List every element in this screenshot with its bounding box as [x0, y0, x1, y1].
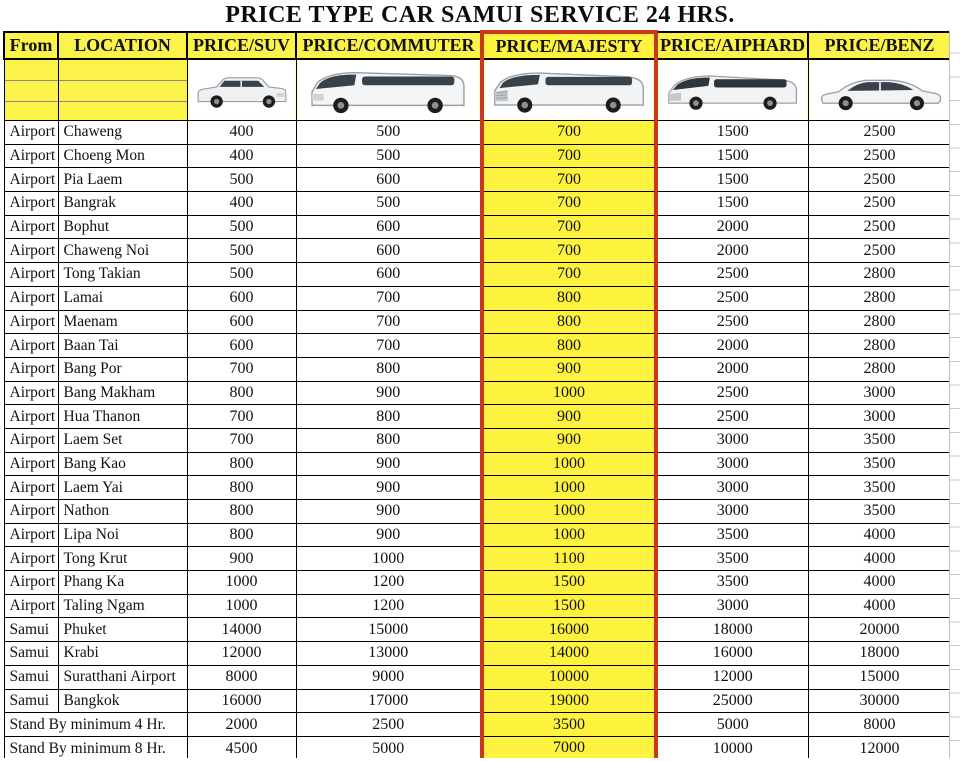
price-cell: 3500 — [656, 547, 808, 571]
price-cell: 2800 — [808, 357, 951, 381]
price-cell: 1000 — [482, 500, 656, 524]
standby-label-cell: Stand By minimum 4 Hr. — [4, 713, 187, 737]
price-cell: 2500 — [808, 144, 951, 168]
price-cell: 800 — [187, 476, 296, 500]
table-row — [4, 239, 951, 263]
price-cell: 800 — [482, 286, 656, 310]
table-row — [4, 665, 951, 689]
price-cell: 19000 — [482, 689, 656, 713]
price-cell: 700 — [482, 144, 656, 168]
price-cell: 800 — [482, 310, 656, 334]
location-cell: Tong Takian — [58, 263, 187, 287]
majesty-van-icon — [486, 61, 652, 119]
price-cell: 1000 — [482, 381, 656, 405]
location-cell: Bangkok — [58, 689, 187, 713]
table-row — [4, 428, 951, 452]
location-cell: Chaweng Noi — [58, 239, 187, 263]
price-cell: 4000 — [808, 594, 951, 618]
price-cell: 16000 — [187, 689, 296, 713]
price-cell: 2500 — [808, 168, 951, 192]
price-cell: 1500 — [656, 121, 808, 145]
price-cell: 13000 — [296, 642, 482, 666]
price-cell: 5000 — [656, 713, 808, 737]
price-cell: 900 — [296, 476, 482, 500]
price-cell: 2500 — [656, 263, 808, 287]
price-cell: 9000 — [296, 665, 482, 689]
header-price-benz: PRICE/BENZ — [808, 32, 951, 59]
price-cell: 900 — [296, 523, 482, 547]
price-cell: 2500 — [808, 239, 951, 263]
location-cell: Hua Thanon — [58, 405, 187, 429]
header-row — [4, 32, 951, 59]
table-row — [4, 263, 951, 287]
header-price-aiphard: PRICE/AIPHARD — [656, 32, 808, 59]
location-cell: Bang Makham — [58, 381, 187, 405]
price-cell: 700 — [296, 286, 482, 310]
location-cell: Bangrak — [58, 192, 187, 216]
car-image-row — [4, 59, 951, 121]
location-cell: Tong Krut — [58, 547, 187, 571]
price-cell: 2500 — [808, 121, 951, 145]
price-cell: 700 — [482, 192, 656, 216]
location-cell: Chaweng — [58, 121, 187, 145]
price-cell: 3000 — [656, 500, 808, 524]
location-cell: Krabi — [58, 642, 187, 666]
price-cell: 1000 — [187, 571, 296, 595]
price-cell: 18000 — [656, 618, 808, 642]
price-cell: 400 — [187, 144, 296, 168]
from-cell: Samui — [4, 689, 58, 713]
table-row — [4, 452, 951, 476]
price-cell: 2500 — [656, 310, 808, 334]
from-cell: Airport — [4, 263, 58, 287]
majesty-image-cell — [482, 59, 656, 121]
price-cell: 2000 — [656, 357, 808, 381]
price-cell: 500 — [296, 144, 482, 168]
price-cell: 1000 — [482, 476, 656, 500]
price-cell: 700 — [187, 357, 296, 381]
location-cell: Bang Kao — [58, 452, 187, 476]
price-cell: 16000 — [656, 642, 808, 666]
price-cell: 1500 — [656, 192, 808, 216]
price-cell: 2500 — [296, 713, 482, 737]
price-cell: 3500 — [808, 476, 951, 500]
location-cell: Lipa Noi — [58, 523, 187, 547]
from-subrows-cell — [4, 59, 58, 121]
table-row — [4, 523, 951, 547]
table-row — [4, 381, 951, 405]
price-cell: 10000 — [482, 665, 656, 689]
price-cell: 3000 — [656, 428, 808, 452]
price-cell: 600 — [187, 286, 296, 310]
price-cell: 1500 — [482, 594, 656, 618]
location-cell: Baan Tai — [58, 334, 187, 358]
price-cell: 700 — [482, 263, 656, 287]
price-cell: 30000 — [808, 689, 951, 713]
price-cell: 2800 — [808, 310, 951, 334]
table-row — [4, 144, 951, 168]
price-cell: 800 — [187, 452, 296, 476]
table-row — [4, 121, 951, 145]
price-cell: 900 — [482, 428, 656, 452]
from-cell: Airport — [4, 523, 58, 547]
from-cell: Airport — [4, 121, 58, 145]
location-cell: Choeng Mon — [58, 144, 187, 168]
price-cell: 900 — [296, 500, 482, 524]
price-cell: 800 — [482, 334, 656, 358]
price-cell: 3500 — [808, 452, 951, 476]
location-cell: Laem Set — [58, 428, 187, 452]
price-cell: 800 — [296, 357, 482, 381]
price-cell: 900 — [296, 452, 482, 476]
price-cell: 1100 — [482, 547, 656, 571]
location-cell: Bang Por — [58, 357, 187, 381]
price-cell: 700 — [296, 310, 482, 334]
price-cell: 12000 — [187, 642, 296, 666]
price-cell: 17000 — [296, 689, 482, 713]
location-cell: Taling Ngam — [58, 594, 187, 618]
table-row — [4, 168, 951, 192]
price-cell: 5000 — [296, 736, 482, 761]
benz-sedan-icon — [811, 61, 949, 119]
from-cell: Airport — [4, 428, 58, 452]
from-cell: Airport — [4, 357, 58, 381]
benz-image-cell — [808, 59, 951, 121]
header-price-commuter: PRICE/COMMUTER — [296, 32, 482, 59]
price-cell: 3500 — [482, 713, 656, 737]
table-row — [4, 334, 951, 358]
price-cell: 900 — [296, 381, 482, 405]
price-cell: 1000 — [187, 594, 296, 618]
table-row — [4, 500, 951, 524]
from-cell: Airport — [4, 452, 58, 476]
price-cell: 8000 — [187, 665, 296, 689]
price-cell: 800 — [296, 405, 482, 429]
table-row — [4, 405, 951, 429]
alphard-van-icon — [660, 61, 806, 119]
from-cell: Airport — [4, 286, 58, 310]
from-cell: Airport — [4, 192, 58, 216]
price-cell: 600 — [296, 239, 482, 263]
price-cell: 2800 — [808, 334, 951, 358]
price-cell: 14000 — [187, 618, 296, 642]
price-cell: 700 — [482, 121, 656, 145]
price-cell: 800 — [187, 500, 296, 524]
price-cell: 2000 — [656, 334, 808, 358]
from-cell: Airport — [4, 476, 58, 500]
from-cell: Samui — [4, 642, 58, 666]
location-cell: Pia Laem — [58, 168, 187, 192]
price-cell: 8000 — [808, 713, 951, 737]
price-cell: 10000 — [656, 736, 808, 761]
from-cell: Airport — [4, 594, 58, 618]
price-cell: 600 — [296, 168, 482, 192]
price-cell: 4500 — [187, 736, 296, 761]
price-cell: 25000 — [656, 689, 808, 713]
price-cell: 800 — [187, 381, 296, 405]
price-table-body — [4, 121, 951, 761]
price-cell: 1500 — [656, 168, 808, 192]
price-cell: 600 — [296, 215, 482, 239]
price-cell: 3000 — [808, 405, 951, 429]
aiphard-image-cell — [656, 59, 808, 121]
from-cell: Airport — [4, 334, 58, 358]
table-row — [4, 571, 951, 595]
price-cell: 3500 — [656, 571, 808, 595]
price-cell: 3000 — [656, 476, 808, 500]
price-cell: 1000 — [482, 523, 656, 547]
price-cell: 18000 — [808, 642, 951, 666]
commuter-image-cell — [296, 59, 482, 121]
price-cell: 800 — [187, 523, 296, 547]
commuter-van-icon — [299, 61, 479, 119]
price-cell: 14000 — [482, 642, 656, 666]
table-row — [4, 310, 951, 334]
table-row — [4, 215, 951, 239]
price-table — [3, 30, 952, 761]
header-from: From — [4, 32, 58, 59]
price-cell: 900 — [482, 405, 656, 429]
price-cell: 2000 — [656, 239, 808, 263]
price-cell: 2800 — [808, 286, 951, 310]
price-cell: 4000 — [808, 571, 951, 595]
price-cell: 12000 — [808, 736, 951, 761]
price-cell: 600 — [187, 334, 296, 358]
price-cell: 700 — [187, 428, 296, 452]
price-cell: 7000 — [482, 736, 656, 761]
header-price-suv: PRICE/SUV — [187, 32, 296, 59]
from-cell: Airport — [4, 547, 58, 571]
table-row — [4, 642, 951, 666]
price-cell: 3500 — [808, 428, 951, 452]
standby-row — [4, 713, 951, 737]
from-cell: Airport — [4, 500, 58, 524]
table-row — [4, 689, 951, 713]
price-cell: 500 — [187, 168, 296, 192]
price-cell: 3000 — [808, 381, 951, 405]
price-cell: 1500 — [482, 571, 656, 595]
table-row — [4, 594, 951, 618]
price-cell: 500 — [296, 192, 482, 216]
price-cell: 400 — [187, 192, 296, 216]
from-cell: Airport — [4, 239, 58, 263]
header-location: LOCATION — [58, 32, 187, 59]
price-cell: 1000 — [482, 452, 656, 476]
suv-car-icon — [190, 61, 294, 119]
location-cell: Bophut — [58, 215, 187, 239]
price-cell: 16000 — [482, 618, 656, 642]
table-row — [4, 618, 951, 642]
price-cell: 2500 — [656, 381, 808, 405]
price-cell: 1200 — [296, 594, 482, 618]
price-cell: 700 — [482, 215, 656, 239]
from-cell: Airport — [4, 144, 58, 168]
location-cell: Nathon — [58, 500, 187, 524]
price-cell: 900 — [187, 547, 296, 571]
price-cell: 20000 — [808, 618, 951, 642]
price-cell: 2500 — [808, 192, 951, 216]
page-title: PRICE TYPE CAR SAMUI SERVICE 24 HRS. — [225, 2, 735, 28]
standby-label-cell: Stand By minimum 8 Hr. — [4, 736, 187, 761]
location-cell: Lamai — [58, 286, 187, 310]
from-cell: Airport — [4, 215, 58, 239]
table-row — [4, 192, 951, 216]
price-cell: 2500 — [656, 286, 808, 310]
suv-image-cell — [187, 59, 296, 121]
table-row — [4, 357, 951, 381]
from-cell: Airport — [4, 405, 58, 429]
price-cell: 1500 — [656, 144, 808, 168]
price-cell: 500 — [187, 215, 296, 239]
from-cell: Airport — [4, 310, 58, 334]
price-cell: 700 — [482, 239, 656, 263]
from-cell: Airport — [4, 168, 58, 192]
from-cell: Samui — [4, 665, 58, 689]
location-cell: Suratthani Airport — [58, 665, 187, 689]
price-cell: 500 — [187, 263, 296, 287]
price-cell: 1200 — [296, 571, 482, 595]
price-cell: 2000 — [187, 713, 296, 737]
price-cell: 700 — [296, 334, 482, 358]
price-cell: 2500 — [808, 215, 951, 239]
location-cell: Phang Ka — [58, 571, 187, 595]
price-cell: 400 — [187, 121, 296, 145]
price-cell: 500 — [296, 121, 482, 145]
price-cell: 15000 — [808, 665, 951, 689]
from-cell: Airport — [4, 571, 58, 595]
sheet-edge-right — [949, 30, 960, 761]
price-cell: 2000 — [656, 215, 808, 239]
price-cell: 3000 — [656, 594, 808, 618]
from-cell: Samui — [4, 618, 58, 642]
price-cell: 4000 — [808, 523, 951, 547]
location-cell: Maenam — [58, 310, 187, 334]
price-cell: 3000 — [656, 452, 808, 476]
location-cell: Phuket — [58, 618, 187, 642]
location-subrows-cell — [58, 59, 187, 121]
price-cell: 700 — [482, 168, 656, 192]
price-cell: 2800 — [808, 263, 951, 287]
price-cell: 600 — [296, 263, 482, 287]
price-cell: 2500 — [656, 405, 808, 429]
table-row — [4, 286, 951, 310]
from-cell: Airport — [4, 381, 58, 405]
price-cell: 3500 — [808, 500, 951, 524]
price-cell: 12000 — [656, 665, 808, 689]
price-cell: 700 — [187, 405, 296, 429]
price-cell: 3500 — [656, 523, 808, 547]
price-cell: 15000 — [296, 618, 482, 642]
price-cell: 800 — [296, 428, 482, 452]
header-price-majesty: PRICE/MAJESTY — [482, 32, 656, 59]
location-cell: Laem Yai — [58, 476, 187, 500]
table-row — [4, 547, 951, 571]
price-cell: 500 — [187, 239, 296, 263]
price-cell: 900 — [482, 357, 656, 381]
price-cell: 4000 — [808, 547, 951, 571]
table-row — [4, 476, 951, 500]
price-cell: 600 — [187, 310, 296, 334]
price-cell: 1000 — [296, 547, 482, 571]
